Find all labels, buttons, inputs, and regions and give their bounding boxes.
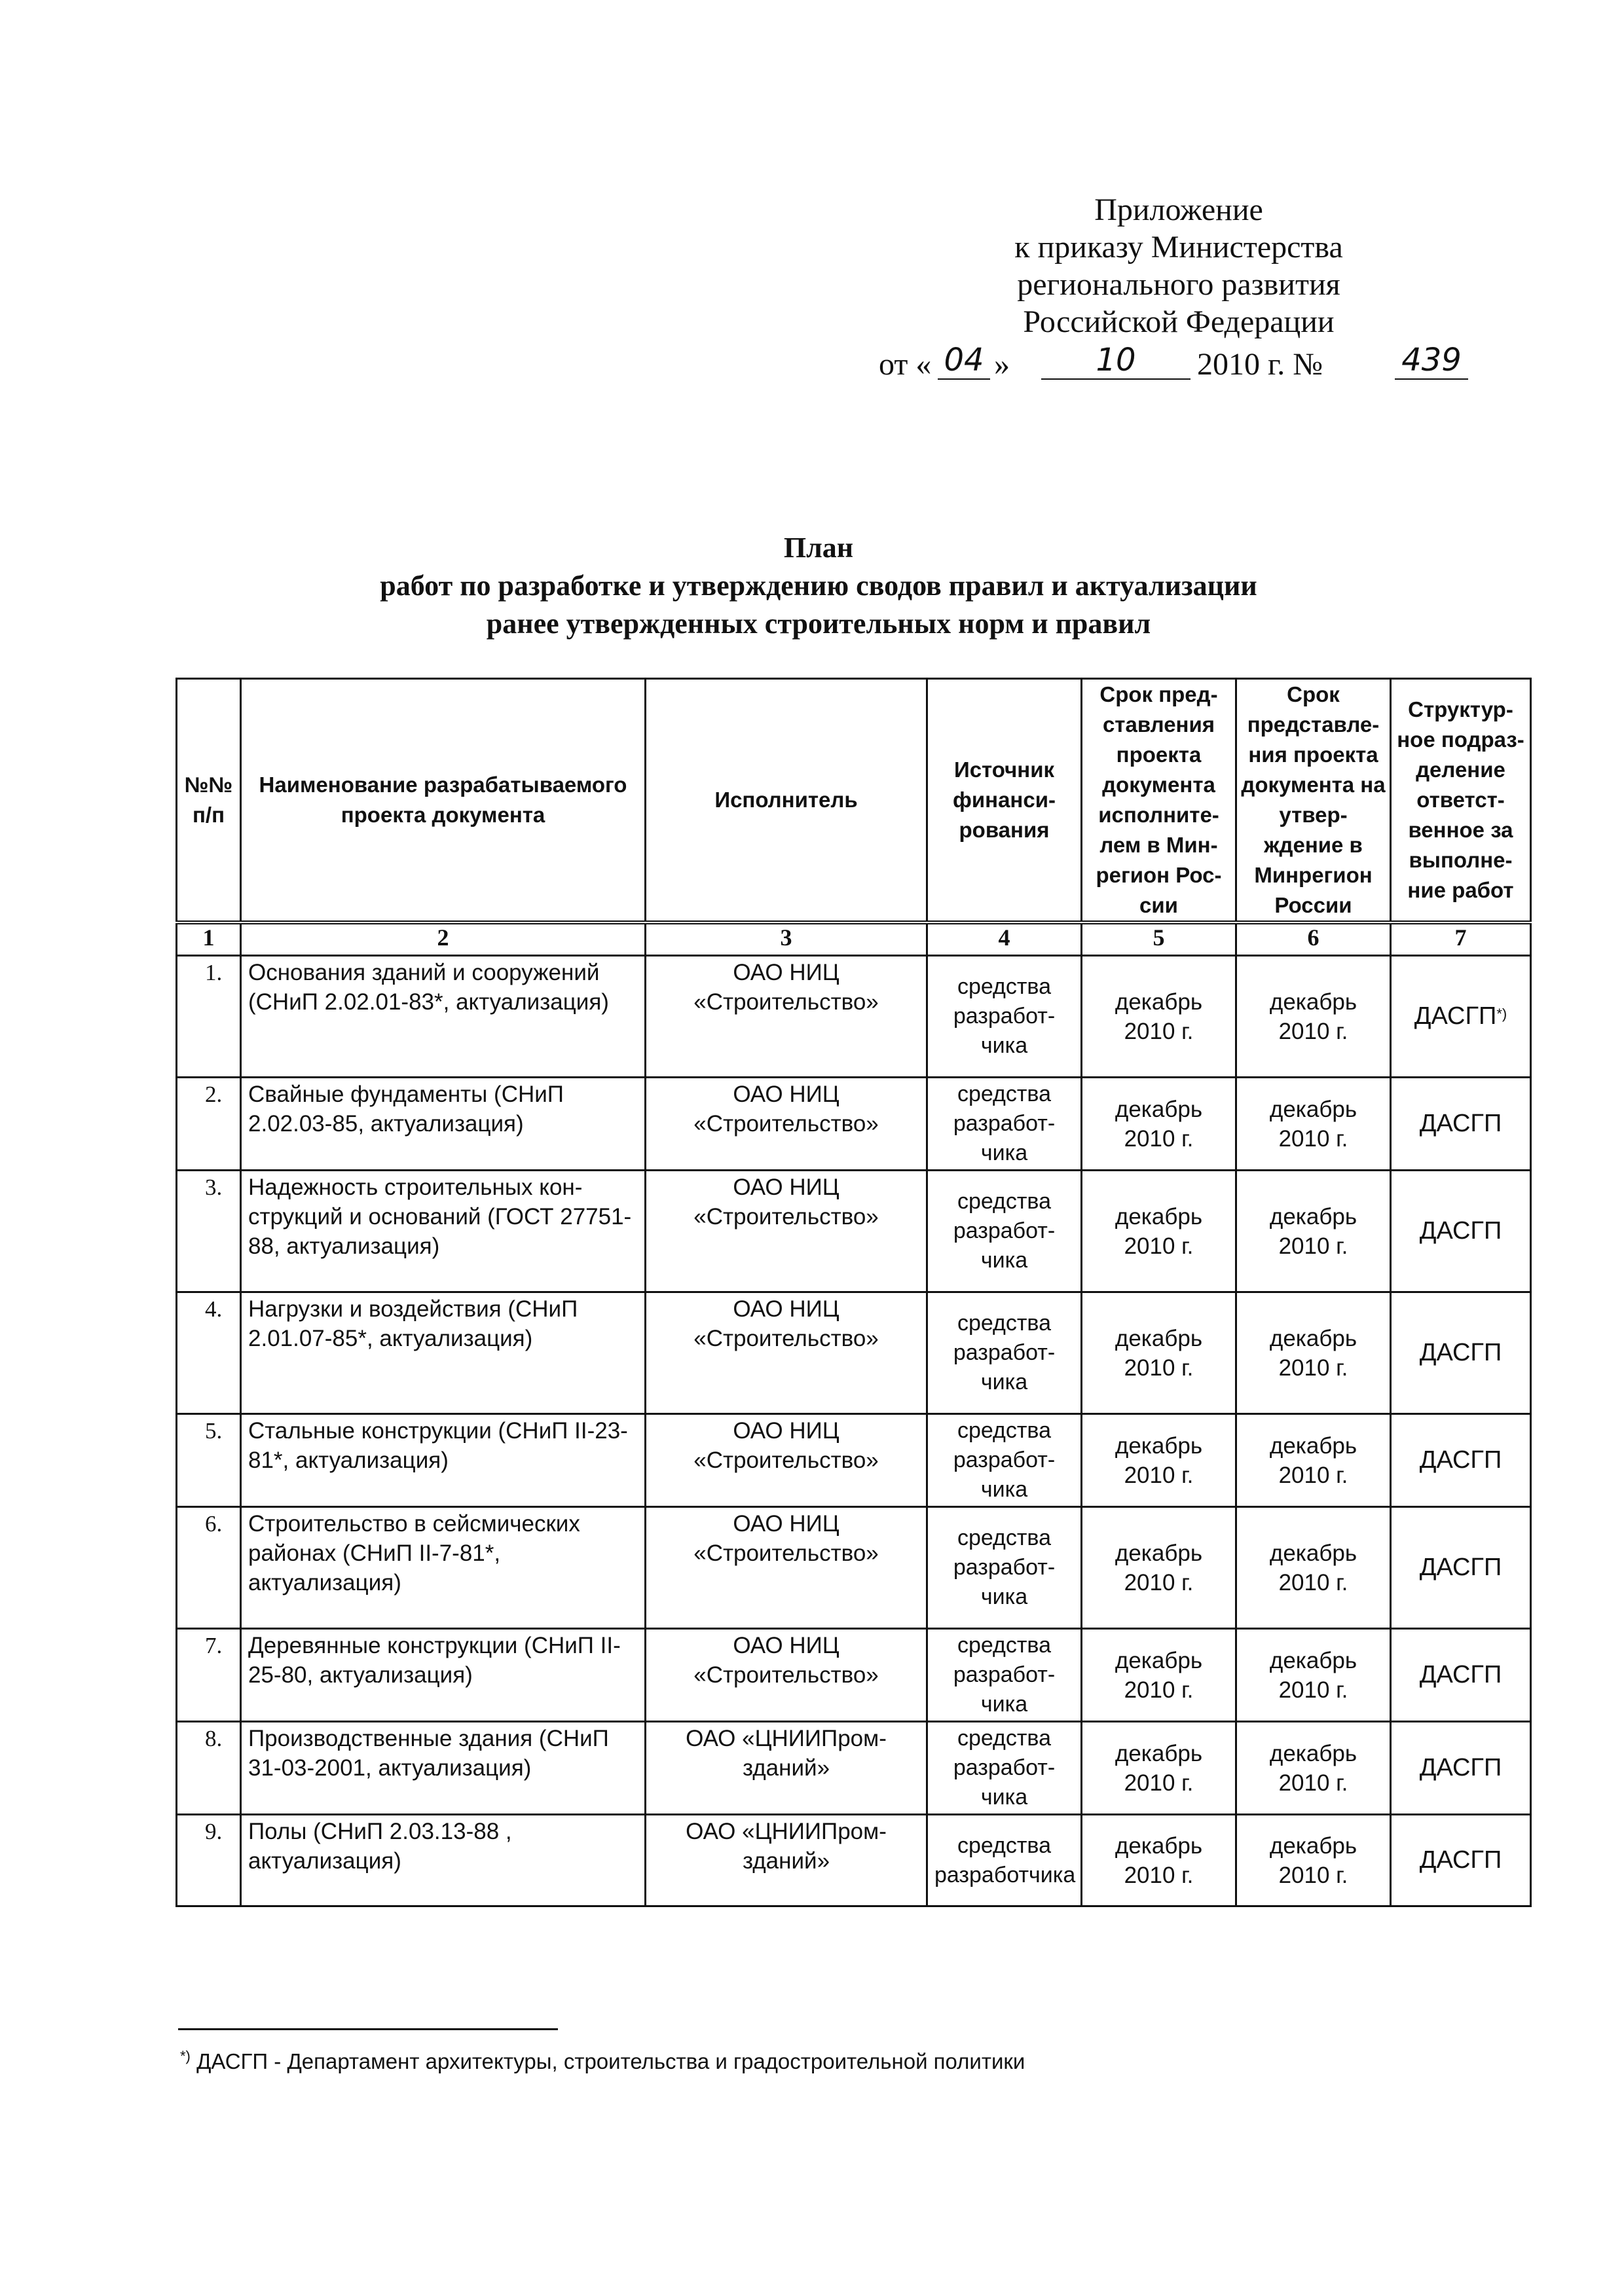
- responsible-department: [1391, 1292, 1531, 1414]
- table-row: [177, 1507, 1531, 1629]
- executor: ОАО «ЦНИИПром- зданий»: [646, 1722, 927, 1815]
- term-ministry: декабрь 2010 г.: [1082, 1507, 1236, 1629]
- column-number: 5: [1082, 922, 1236, 956]
- row-number: 7.: [177, 1629, 241, 1722]
- footnote-divider: [178, 2028, 558, 2030]
- plan-table: [175, 678, 1532, 1907]
- document-name: Полы (СНиП 2.03.13-88 , актуализация): [241, 1815, 646, 1906]
- document-name: Нагрузки и воздействия (СНиП 2.01.07-85*, актуализация): [241, 1292, 646, 1414]
- document-name: Свайные фундаменты (СНиП 2.02.03-85, актуализация): [241, 1078, 646, 1171]
- footnote-text: ДАСГП - Департамент архитектуры, строительства и градостроительной политики: [196, 2049, 1025, 2073]
- title-line-3: ранее утвержденных строительных норм и правил: [486, 608, 1151, 640]
- column-number: 2: [241, 922, 646, 956]
- column-number: 3: [646, 922, 927, 956]
- header-term-approval: Срок представле- ния проекта документа на утвер- ждение в Минрегион России: [1236, 679, 1391, 923]
- term-approval: декабрь 2010 г.: [1236, 1078, 1391, 1171]
- document-title: [196, 529, 1441, 643]
- order-day: 04: [938, 342, 990, 380]
- term-approval: декабрь 2010 г.: [1236, 956, 1391, 1078]
- funding-source: средства разработ- чика: [927, 1078, 1082, 1171]
- document-name: Деревянные конструкции (СНиП II-25-80, актуализация): [241, 1629, 646, 1722]
- appendix-header: [851, 191, 1506, 382]
- term-approval: декабрь 2010 г.: [1236, 1507, 1391, 1629]
- term-approval: декабрь 2010 г.: [1236, 1629, 1391, 1722]
- header-department: Структур- ное подраз- деление ответст- венное за выполне- ние работ: [1391, 679, 1531, 923]
- term-ministry: декабрь 2010 г.: [1082, 1078, 1236, 1171]
- term-ministry: декабрь 2010 г.: [1082, 1414, 1236, 1507]
- executor: ОАО НИЦ «Строительство»: [646, 1171, 927, 1292]
- row-number: 5.: [177, 1414, 241, 1507]
- department-code: ДАСГП: [1419, 1446, 1502, 1474]
- executor: ОАО НИЦ «Строительство»: [646, 1292, 927, 1414]
- responsible-department: [1391, 1722, 1531, 1815]
- document-name: Основания зданий и сооружений (СНиП 2.02.01-83*, актуализация): [241, 956, 646, 1078]
- department-code: ДАСГП: [1419, 1217, 1502, 1245]
- table-row: [177, 1078, 1531, 1171]
- order-year: 2010 г. №: [1197, 347, 1323, 382]
- date-mid: »: [994, 347, 1010, 382]
- department-code: ДАСГП: [1419, 1846, 1502, 1874]
- table-row: [177, 1815, 1531, 1906]
- appendix-line-1: Приложение: [1094, 192, 1263, 227]
- funding-source: средства разработ- чика: [927, 1292, 1082, 1414]
- column-number: 6: [1236, 922, 1391, 956]
- order-month: 10: [1041, 342, 1190, 380]
- term-ministry: декабрь 2010 г.: [1082, 1629, 1236, 1722]
- funding-source: средства разработ- чика: [927, 1171, 1082, 1292]
- document-name: Надежность строительных кон- струкций и оснований (ГОСТ 27751-88, актуализация): [241, 1171, 646, 1292]
- department-code: ДАСГП: [1419, 1110, 1502, 1137]
- document-name: Строительство в сейсмических районах (СНиП II-7-81*, актуализация): [241, 1507, 646, 1629]
- header-executor: Исполнитель: [646, 679, 927, 923]
- row-number: 1.: [177, 956, 241, 1078]
- funding-source: средства разработ- чика: [927, 1414, 1082, 1507]
- responsible-department: [1391, 956, 1531, 1078]
- header-name: Наименование разрабатываемого проекта документа: [241, 679, 646, 923]
- term-approval: декабрь 2010 г.: [1236, 1171, 1391, 1292]
- column-number-row: [177, 922, 1531, 956]
- responsible-department: [1391, 1414, 1531, 1507]
- table-row: [177, 1292, 1531, 1414]
- document-name: Стальные конструкции (СНиП II-23-81*, актуализация): [241, 1414, 646, 1507]
- table-row: [177, 1171, 1531, 1292]
- header-row: [177, 679, 1531, 923]
- term-ministry: декабрь 2010 г.: [1082, 1815, 1236, 1906]
- appendix-line-3: регионального развития: [1017, 267, 1340, 302]
- responsible-department: [1391, 1629, 1531, 1722]
- row-number: 8.: [177, 1722, 241, 1815]
- row-number: 3.: [177, 1171, 241, 1292]
- column-number: 1: [177, 922, 241, 956]
- row-number: 4.: [177, 1292, 241, 1414]
- document-name: Производственные здания (СНиП 31-03-2001, актуализация): [241, 1722, 646, 1815]
- header-term-ministry: Срок пред- ставления проекта документа исполните- лем в Мин- регион Рос- сии: [1082, 679, 1236, 923]
- date-prefix: от «: [879, 347, 932, 382]
- term-ministry: декабрь 2010 г.: [1082, 1292, 1236, 1414]
- term-ministry: декабрь 2010 г.: [1082, 1722, 1236, 1815]
- row-number: 2.: [177, 1078, 241, 1171]
- appendix-line-4: Российской Федерации: [1023, 304, 1335, 339]
- column-number: 4: [927, 922, 1082, 956]
- row-number: 9.: [177, 1815, 241, 1906]
- funding-source: средства разработчика: [927, 1815, 1082, 1906]
- term-ministry: декабрь 2010 г.: [1082, 1171, 1236, 1292]
- footnote: [180, 2048, 1490, 2074]
- column-number: 7: [1391, 922, 1531, 956]
- responsible-department: [1391, 1078, 1531, 1171]
- executor: ОАО «ЦНИИПром- зданий»: [646, 1815, 927, 1906]
- department-code: ДАСГП: [1419, 1339, 1502, 1366]
- executor: ОАО НИЦ «Строительство»: [646, 1629, 927, 1722]
- row-number: 6.: [177, 1507, 241, 1629]
- table-row: [177, 1414, 1531, 1507]
- order-dateline: [819, 342, 1572, 385]
- executor: ОАО НИЦ «Строительство»: [646, 1507, 927, 1629]
- department-code: ДАСГП: [1419, 1661, 1502, 1688]
- header-funding: Источник финанси- рования: [927, 679, 1082, 923]
- funding-source: средства разработ- чика: [927, 1629, 1082, 1722]
- responsible-department: [1391, 1507, 1531, 1629]
- term-approval: декабрь 2010 г.: [1236, 1292, 1391, 1414]
- term-ministry: декабрь 2010 г.: [1082, 956, 1236, 1078]
- header-num: №№ п/п: [177, 679, 241, 923]
- table-row: [177, 1629, 1531, 1722]
- footnote-mark: *): [180, 2048, 191, 2064]
- title-line-1: План: [783, 532, 854, 564]
- responsible-department: [1391, 1815, 1531, 1906]
- footnote-reference: *): [1496, 1006, 1507, 1022]
- term-approval: декабрь 2010 г.: [1236, 1722, 1391, 1815]
- department-code: ДАСГП: [1414, 1002, 1497, 1030]
- term-approval: декабрь 2010 г.: [1236, 1414, 1391, 1507]
- department-code: ДАСГП: [1419, 1554, 1502, 1581]
- table-row: [177, 956, 1531, 1078]
- funding-source: средства разработ- чика: [927, 956, 1082, 1078]
- executor: ОАО НИЦ «Строительство»: [646, 1414, 927, 1507]
- executor: ОАО НИЦ «Строительство»: [646, 956, 927, 1078]
- appendix-line-2: к приказу Министерства: [1014, 230, 1343, 264]
- order-number: 439: [1395, 342, 1468, 380]
- title-line-2: работ по разработке и утверждению сводов правил и актуализации: [380, 570, 1257, 602]
- table-row: [177, 1722, 1531, 1815]
- funding-source: средства разработ- чика: [927, 1507, 1082, 1629]
- term-approval: декабрь 2010 г.: [1236, 1815, 1391, 1906]
- responsible-department: [1391, 1171, 1531, 1292]
- executor: ОАО НИЦ «Строительство»: [646, 1078, 927, 1171]
- department-code: ДАСГП: [1419, 1754, 1502, 1781]
- funding-source: средства разработ- чика: [927, 1722, 1082, 1815]
